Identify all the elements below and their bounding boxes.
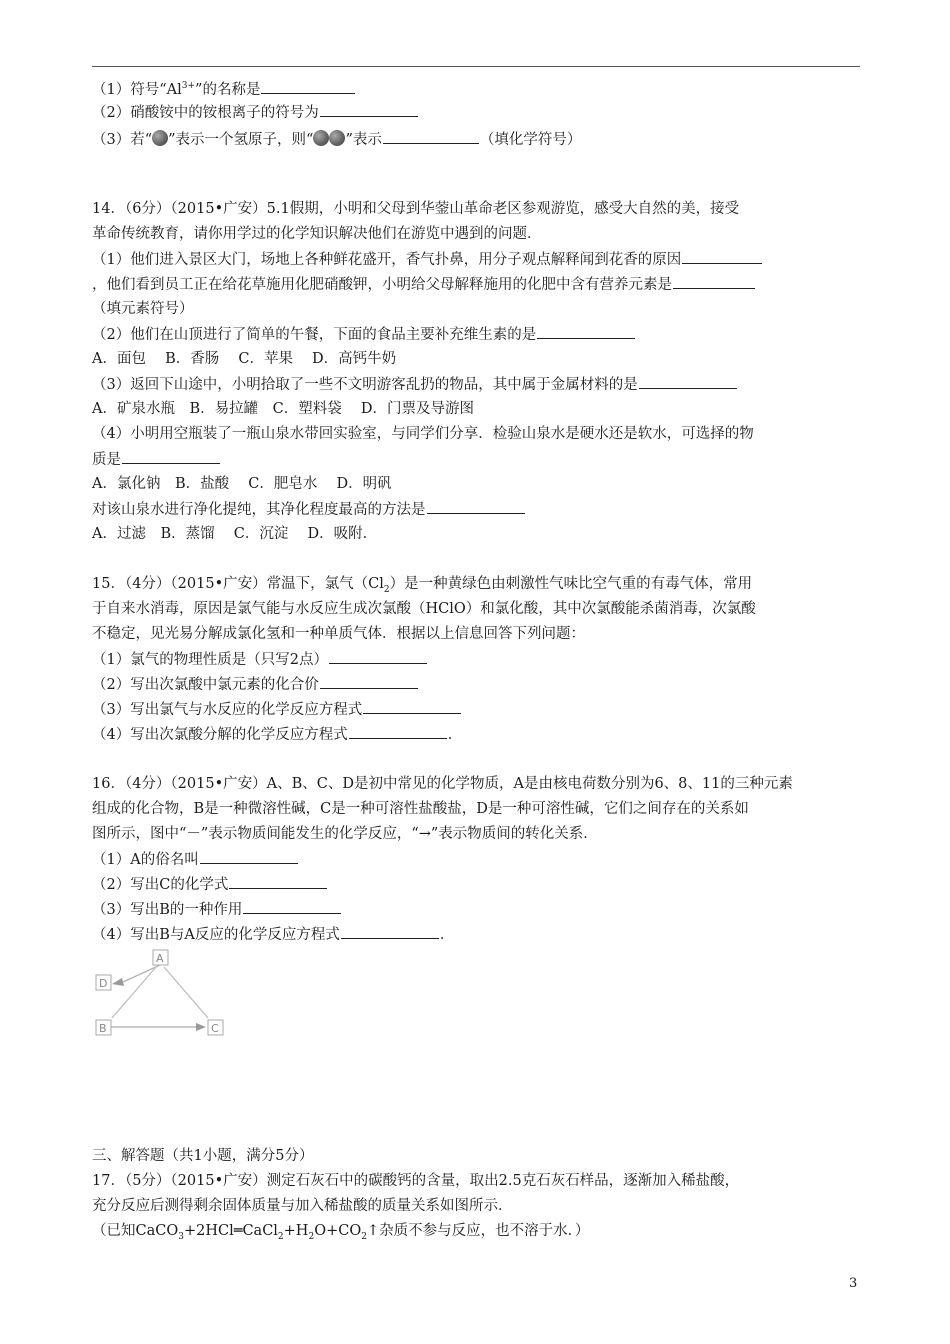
hydrogen-atom-icon — [329, 130, 345, 146]
answer-blank[interactable] — [349, 724, 447, 739]
answer-blank[interactable] — [200, 849, 298, 864]
q16-line: （4）写出B与A反应的化学反应方程式 ． — [92, 924, 454, 945]
answer-blank[interactable] — [673, 274, 755, 289]
q16-line: 16．（4分）（2015•广安）A、B、C、D是初中常见的化学物质，A是由核电荷数分别为6、8、11的三种元素 — [92, 776, 793, 792]
q13-part3: （3）若“ ”表示一个氢原子，则“ ”表示 （填化学符号） — [92, 129, 581, 150]
node-a-label: A — [156, 952, 164, 965]
q15-line: （1）氯气的物理性质是（只写2点） — [92, 649, 428, 670]
q17-line: （已知$CaCO_3+2HCl═CaCl_2+H_2O+CO_2↑$杂质不参与反应，也不溶于水．） — [92, 1223, 590, 1242]
answer-blank[interactable] — [682, 249, 762, 264]
q15-line: （3）写出氯气与水反应的化学反应方程式 — [92, 699, 462, 720]
q14-line: （4）小明用空瓶装了一瓶山泉水带回实验室，与同学们分享．检验山泉水是硬水还是软水，可选择的物 — [92, 426, 754, 442]
q13-part2: （2）硝酸铵中的铵根离子的符号为 — [92, 102, 419, 123]
q13-part1: （1）符号“$Al^{3+}$”的名称是 — [92, 76, 356, 100]
answer-blank[interactable] — [383, 129, 479, 144]
page-number: 3 — [849, 1276, 858, 1291]
q15-line: （2）写出次氯酸中氯元素的化合价 — [92, 674, 419, 695]
q14-line: （3）返回下山途中，小明拾取了一些不文明游客乱扔的物品，其中属于金属材料的是 — [92, 374, 738, 395]
hydrogen-atom-icon — [152, 130, 168, 146]
q15-line: 不稳定，见光易分解成氯化氢和一种单质气体．根据以上信息回答下列问题： — [92, 626, 585, 642]
answer-blank[interactable] — [320, 674, 418, 689]
answer-blank[interactable] — [639, 374, 737, 389]
q14-options: A．氯化钠 B．盐酸 C．肥皂水 D．明矾 — [92, 476, 392, 492]
answer-blank[interactable] — [122, 449, 220, 464]
q14-line: （1）他们进入景区大门，场地上各种鲜花盛开，香气扑鼻，用分子观点解释闻到花香的原因 — [92, 249, 763, 270]
q14-line: （填元素符号） — [92, 301, 194, 317]
node-d-label: D — [99, 977, 108, 990]
relation-diagram — [90, 948, 240, 1038]
q16-line: 图所示，图中“－”表示物质间能发生的化学反应，“→”表示物质间的转化关系． — [92, 826, 598, 842]
q15-line: （4）写出次氯酸分解的化学反应方程式 ． — [92, 724, 462, 745]
q16-line: （1）A的俗名叫 — [92, 849, 299, 870]
q14-line: 14．（6分）（2015•广安）5.1假期，小明和父母到华蓥山革命老区参观游览，感受大自然的美，接受 — [92, 201, 740, 217]
answer-blank[interactable] — [341, 924, 439, 939]
q17-line: 充分反应后测得剩余固体质量与加入稀盐酸的质量关系如图所示． — [92, 1198, 513, 1214]
answer-blank[interactable] — [363, 699, 461, 714]
answer-blank[interactable] — [261, 79, 355, 94]
q17-line: 17．（5分）（2015•广安）测定石灰石中的碳酸钙的含量，取出2.5克石灰石样品，逐渐加入稀盐酸， — [92, 1173, 740, 1189]
q14-options: A．面包 B．香肠 C．苹果 D．高钙牛奶 — [92, 351, 397, 367]
section-heading: 三、解答题（共1小题，满分5分） — [92, 1148, 314, 1164]
q14-options: A．过滤 B．蒸馏 C．沉淀 D．吸附． — [92, 526, 378, 542]
edge-a-b — [112, 967, 156, 1018]
q14-line: （2）他们在山顶进行了简单的午餐，下面的食品主要补充维生素的是 — [92, 324, 636, 345]
answer-blank[interactable] — [243, 899, 341, 914]
node-b-label: B — [99, 1022, 107, 1035]
hydrogen-atom-icon — [313, 130, 329, 146]
q16-line: 组成的化合物，B是一种微溶性碱，C是一种可溶性盐酸盐，D是一种可溶性碱，它们之间存在的关系如 — [92, 801, 749, 817]
answer-blank[interactable] — [229, 874, 327, 889]
answer-blank[interactable] — [329, 649, 427, 664]
q14-options: A．矿泉水瓶 B．易拉罐 C．塑料袋 D．门票及导游图 — [92, 401, 474, 417]
q15-line: 于自来水消毒，原因是氯气能与水反应生成次氯酸（HClO）和氯化酸，其中次氯酸能杀菌消毒，次氯酸 — [92, 601, 756, 617]
edge-a-d — [123, 965, 160, 982]
answer-blank[interactable] — [427, 499, 525, 514]
header-rule — [92, 66, 860, 67]
q14-line: ，他们看到员工正在给花草施用化肥硝酸钾，小明给父母解释施用的化肥中含有营养元素是 — [92, 274, 756, 295]
arrow-head-icon — [196, 1023, 206, 1031]
node-c-label: C — [211, 1022, 219, 1035]
answer-blank[interactable] — [320, 102, 418, 117]
q14-line: 对该山泉水进行净化提纯，其净化程度最高的方法是 — [92, 499, 526, 520]
q14-line: 质是 — [92, 449, 221, 470]
answer-blank[interactable] — [537, 324, 635, 339]
q16-line: （2）写出C的化学式 — [92, 874, 328, 895]
q14-line: 革命传统教育，请你用学过的化学知识解决他们在游览中遇到的问题． — [92, 226, 542, 242]
arrow-head-icon — [112, 978, 124, 986]
edge-a-c — [164, 967, 208, 1018]
q15-line: 15．（4分）（2015•广安）常温下，氯气$(Cl_2)$是一种黄绿色由刺激性气味比空气重的有毒气体，常用 — [92, 576, 753, 595]
q16-line: （3）写出B的一种作用 — [92, 899, 342, 920]
